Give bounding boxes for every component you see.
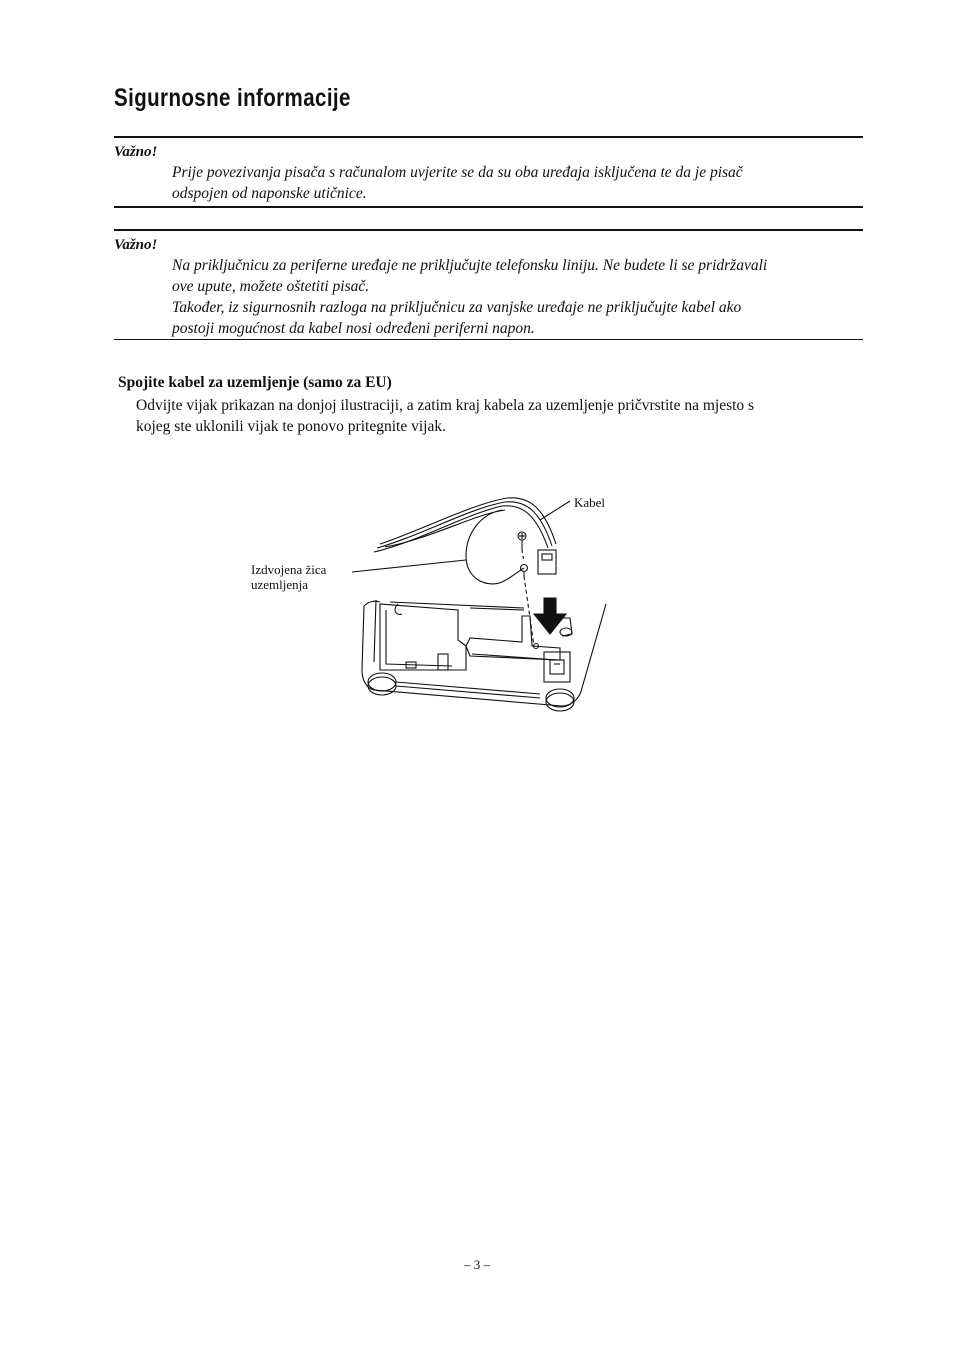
important-note-2 [114, 229, 863, 340]
callout-wire-line: Izdvojena žica [251, 562, 327, 577]
down-arrow-icon [534, 598, 566, 634]
callout-cable-label: Kabel [574, 495, 606, 510]
note-line: odspojen od naponske utičnice. [172, 185, 367, 202]
screw-icon [518, 532, 526, 550]
section-text [136, 395, 856, 437]
page-title: Sigurnosne informacije [114, 84, 351, 112]
callout-wire-line: uzemljenja [251, 577, 309, 592]
section-line: Odvijte vijak prikazan na donjoj ilustraciji, a zatim kraj kabela za uzemljenje pričvrstite na mjesto s [136, 397, 755, 414]
note-label: Važno! [114, 237, 158, 253]
important-note-1 [114, 136, 863, 208]
note-line: Prije povezivanja pisača s računalom uvjerite se da su oba uređaja isključena te da je pisač [172, 164, 743, 181]
note-body [172, 162, 863, 204]
note-body [172, 255, 863, 339]
section-line: kojeg ste uklonili vijak te ponovo pritegnite vijak. [136, 418, 446, 435]
page-number: – 3 – [464, 1257, 490, 1272]
note-line: postoji mogućnost da kabel nosi određeni periferni napon. [172, 320, 535, 337]
note-line: ove upute, možete oštetiti pisač. [172, 278, 370, 295]
note-line: Također, iz sigurnosnih razloga na priključnicu za vanjske uređaje ne priključujte kabel ako [172, 299, 742, 316]
printer-illustration [240, 484, 640, 724]
section-heading: Spojite kabel za uzemljenje (samo za EU) [118, 374, 392, 391]
note-line: Na priključnicu za periferne uređaje ne priključujte telefonsku liniju. Ne budete li se pridržavali [172, 257, 768, 274]
note-label: Važno! [114, 144, 158, 160]
